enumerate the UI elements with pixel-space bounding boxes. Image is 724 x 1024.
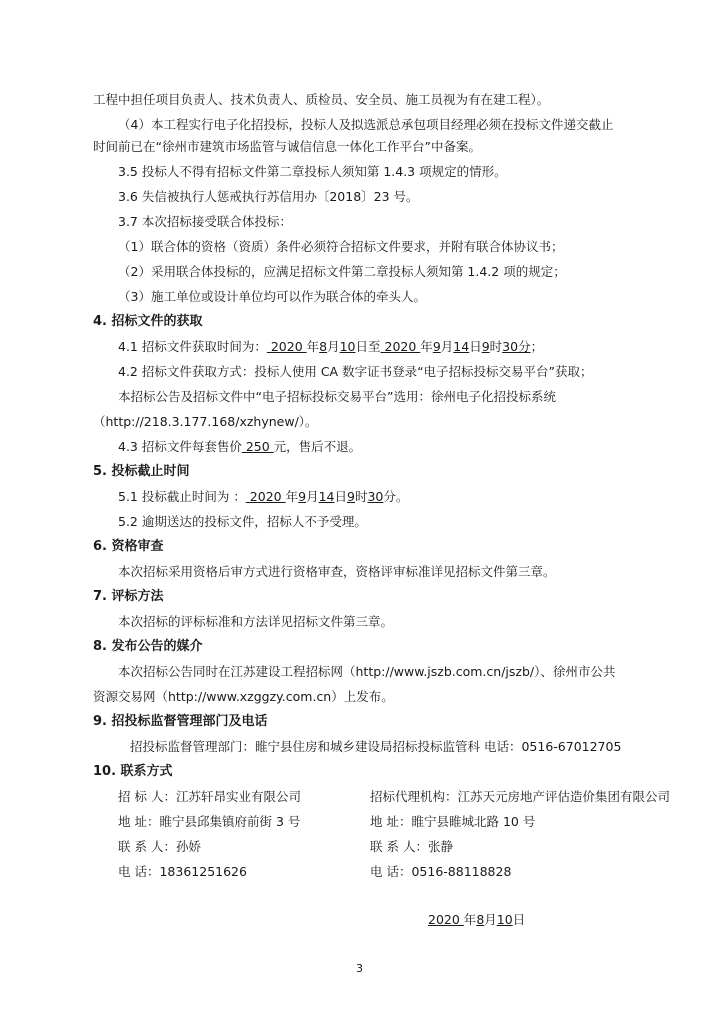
day-field: 10 <box>339 339 356 354</box>
year-field: 2020 <box>266 339 307 354</box>
contact-left: 联 系 人：孙娇 <box>118 839 201 854</box>
text-line: 3.6 失信被执行人惩戒执行苏信用办〔2018〕23 号。 <box>118 189 419 204</box>
year-label: 年 <box>420 339 433 354</box>
text-line: （4）本工程实行电子化招投标，投标人及拟选派总承包项目经理必须在投标文件递交截止 <box>118 117 614 132</box>
text-line: 资源交易网（http://www.xzggzy.com.cn）上发布。 <box>93 689 394 704</box>
day-field: 14 <box>453 339 470 354</box>
text-line: 本次招标采用资格后审方式进行资格审查，资格评审标准详见招标文件第三章。 <box>118 564 556 579</box>
month-field: 8 <box>319 339 328 354</box>
contact-right: 地 址：睢宁县睢城北路 10 号 <box>370 814 536 829</box>
hour-label: 时 <box>489 339 503 354</box>
price-suffix: 元，售后不退。 <box>273 439 362 454</box>
text-line: （1）联合体的资格（资质）条件必须符合招标文件要求，并附有联合体协议书； <box>118 239 564 254</box>
text-line: 3.7 本次招标接受联合体投标： <box>118 214 292 229</box>
text-line: 3.5 投标人不得有招标文件第二章投标人须知第 1.4.3 项规定的情形。 <box>118 164 507 179</box>
hour-field: 9 <box>481 339 490 354</box>
end-punct: ； <box>530 339 544 354</box>
section-title: 9. 招投标监督管理部门及电话 <box>93 714 268 729</box>
obtain-time-prefix: 4.1 招标文件获取时间为： <box>118 339 267 354</box>
text-line: （http://218.3.177.168/xzhynew/）。 <box>93 414 318 429</box>
section-title: 5. 投标截止时间 <box>93 464 190 479</box>
month-field: 9 <box>298 489 307 504</box>
text-line: （2）采用联合体投标的，应满足招标文件第二章投标人须知第 1.4.2 项的规定； <box>118 264 566 279</box>
text-line: 本招标公告及招标文件中“电子招标投标交易平台”选用：徐州电子化招投标系统 <box>118 389 556 404</box>
minute-field: 30 <box>367 489 384 504</box>
contact-left: 招 标 人：江苏轩昂实业有限公司 <box>118 789 301 804</box>
text-line: 4.2 招标文件获取方式：投标人使用 CA 数字证书登录“电子招标投标交易平台”获取； <box>118 364 593 379</box>
price-line <box>118 439 361 455</box>
section-title: 10. 联系方式 <box>93 764 173 779</box>
month-label: 月 <box>484 912 497 927</box>
year-field: 2020 <box>380 339 421 354</box>
day-field: 10 <box>496 912 513 927</box>
contact-right: 招标代理机构：江苏天元房地产评估造价集团有限公司 <box>370 789 671 804</box>
minute-label: 分。 <box>383 489 409 504</box>
text-line: 招投标监督管理部门：睢宁县住房和城乡建设局招标投标监管科 电话：0516-67012705 <box>130 739 622 754</box>
deadline-prefix: 5.1 投标截止时间为 ： <box>118 489 246 504</box>
year-field: 2020 <box>245 489 286 504</box>
price-prefix: 4.3 招标文件每套售价 <box>118 439 242 454</box>
obtain-time-line <box>118 339 543 355</box>
text-line: （3）施工单位或设计单位均可以作为联合体的牵头人。 <box>118 289 426 304</box>
contact-right: 电 话：0516-88118828 <box>370 864 512 879</box>
contact-right: 联 系 人：张静 <box>370 839 453 854</box>
text-line: 本次招标的评标标准和方法详见招标文件第三章。 <box>118 614 394 629</box>
month-label: 月 <box>306 489 319 504</box>
day-label: 日 <box>512 912 526 927</box>
price-value: 250 <box>241 439 274 454</box>
contact-left: 电 话：18361251626 <box>118 864 247 879</box>
section-title: 8. 发布公告的媒介 <box>93 639 203 654</box>
year-field: 2020 <box>428 912 464 927</box>
contact-left: 地 址：睢宁县邱集镇府前街 3 号 <box>118 814 301 829</box>
text-line: 工程中担任项目负责人、技术负责人、质检员、安全员、施工员视为有在建工程）。 <box>93 92 550 107</box>
month-label: 月 <box>440 339 454 354</box>
month-field: 9 <box>432 339 441 354</box>
deadline-line <box>118 489 408 505</box>
section-title: 7. 评标方法 <box>93 589 164 604</box>
text-line: 本次招标公告同时在江苏建设工程招标网（http://www.jszb.com.cn/jszb/）、徐州市公共 <box>118 664 616 679</box>
section-title: 6. 资格审查 <box>93 539 164 554</box>
day-to-label: 日至 <box>355 339 381 354</box>
section-title: 4. 招标文件的获取 <box>93 314 203 329</box>
month-label: 月 <box>327 339 340 354</box>
hour-label: 时 <box>354 489 368 504</box>
year-label: 年 <box>306 339 320 354</box>
hour-field: 9 <box>347 489 355 504</box>
month-field: 8 <box>476 912 485 927</box>
signature-date <box>428 912 525 928</box>
day-label: 日 <box>334 489 347 504</box>
text-line: 时间前已在“徐州市建筑市场监管与诚信信息一体化工作平台”中备案。 <box>93 139 481 154</box>
year-label: 年 <box>463 912 477 927</box>
minute-label: 分 <box>518 339 531 354</box>
day-field: 14 <box>318 489 335 504</box>
day-label: 日 <box>469 339 482 354</box>
minute-field: 30 <box>502 339 519 354</box>
page-number: 3 <box>356 962 363 975</box>
year-label: 年 <box>285 489 299 504</box>
text-line: 5.2 逾期送达的投标文件，招标人不予受理。 <box>118 514 367 529</box>
